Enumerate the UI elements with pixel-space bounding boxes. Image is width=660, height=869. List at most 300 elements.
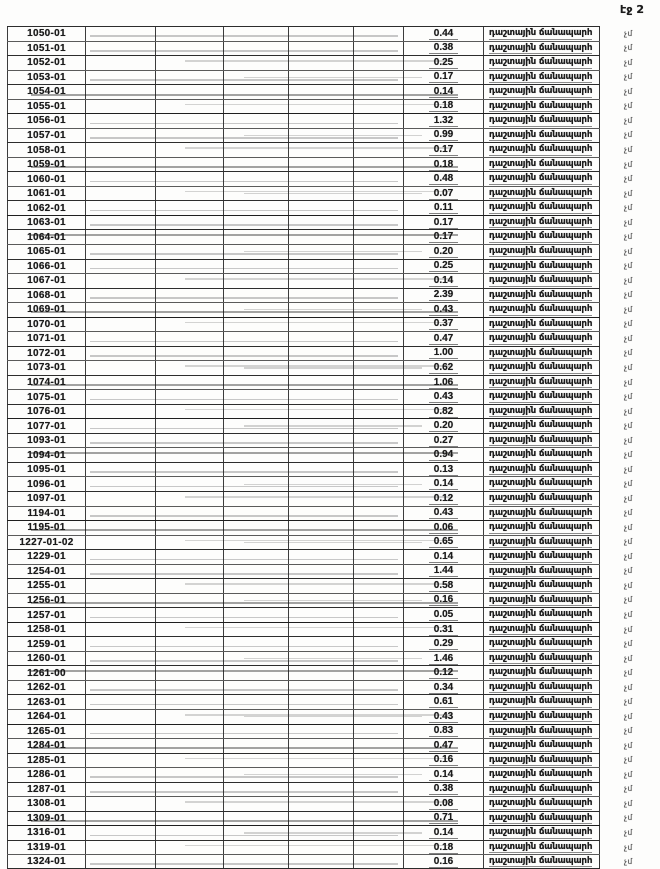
empty-cell: [223, 434, 288, 448]
table-row: [7, 607, 600, 622]
empty-cell: [85, 594, 155, 608]
empty-cell: [223, 477, 288, 491]
code-cell-text: 1096-01: [27, 478, 66, 490]
empty-cell: [288, 579, 353, 593]
land-type-cell: [483, 507, 600, 521]
empty-cell: [155, 448, 223, 462]
land-type-cell-text: դաշտային ճանապարհ: [489, 391, 593, 402]
table-row: [7, 491, 600, 506]
empty-cell: [85, 565, 155, 579]
code-cell: [7, 114, 85, 128]
edge-fragment: չմ: [624, 697, 633, 707]
empty-cell: [353, 71, 403, 85]
empty-cell: [85, 812, 155, 826]
empty-cell: [85, 114, 155, 128]
edge-fragment: չմ: [624, 203, 633, 213]
empty-cell: [85, 303, 155, 317]
land-type-cell: [483, 783, 600, 797]
empty-cell: [85, 550, 155, 564]
empty-cell: [155, 71, 223, 85]
code-cell-text: 1255-01: [27, 580, 66, 592]
land-type-cell-text: դաշտային ճանապարհ: [489, 275, 593, 286]
empty-cell: [155, 289, 223, 303]
empty-cell: [353, 739, 403, 753]
code-cell: [7, 405, 85, 419]
edge-fragment: չմ: [624, 726, 633, 736]
code-cell: [7, 608, 85, 622]
area-cell: [403, 754, 483, 768]
empty-cell: [353, 492, 403, 506]
table-row: [7, 622, 600, 637]
empty-cell: [85, 666, 155, 680]
empty-cell: [223, 565, 288, 579]
empty-cell: [288, 783, 353, 797]
area-cell-text: 0.34: [429, 682, 458, 694]
empty-cell: [288, 361, 353, 375]
empty-cell: [85, 768, 155, 782]
empty-cell: [85, 492, 155, 506]
area-cell-text: 1.32: [429, 115, 458, 127]
area-cell: [403, 347, 483, 361]
code-cell: [7, 332, 85, 346]
empty-cell: [223, 143, 288, 157]
empty-cell: [353, 623, 403, 637]
code-cell: [7, 855, 85, 868]
empty-cell: [85, 216, 155, 230]
code-cell-text: 1076-01: [27, 406, 66, 418]
area-cell: [403, 332, 483, 346]
edge-fragment: չմ: [624, 174, 633, 184]
empty-cell: [155, 347, 223, 361]
edge-fragment: չմ: [624, 522, 633, 532]
land-type-cell: [483, 565, 600, 579]
empty-cell: [85, 318, 155, 332]
land-type-cell-text: դաշտային ճանապարհ: [489, 347, 593, 358]
area-cell-text: 0.58: [429, 580, 458, 592]
empty-cell: [353, 230, 403, 244]
land-type-cell: [483, 201, 600, 215]
empty-cell: [353, 172, 403, 186]
empty-cell: [223, 623, 288, 637]
land-type-cell: [483, 245, 600, 259]
code-cell: [7, 623, 85, 637]
table-row: [7, 26, 600, 41]
land-type-cell: [483, 841, 600, 855]
empty-cell: [155, 56, 223, 70]
area-cell-text: 0.61: [429, 696, 458, 708]
area-cell-text: 0.14: [429, 478, 458, 490]
code-cell-text: 1097-01: [27, 493, 66, 505]
code-cell-text: 1263-01: [27, 696, 66, 708]
area-cell-text: 0.11: [429, 202, 458, 214]
edge-fragment: չմ: [624, 28, 633, 38]
empty-cell: [353, 812, 403, 826]
code-cell-text: 1068-01: [27, 289, 66, 301]
table-row: [7, 811, 600, 826]
empty-cell: [353, 405, 403, 419]
area-cell-text: 0.25: [429, 57, 458, 69]
code-cell: [7, 71, 85, 85]
area-cell: [403, 419, 483, 433]
empty-cell: [353, 725, 403, 739]
land-type-cell-text: դաշտային ճանապարհ: [489, 507, 593, 518]
empty-cell: [223, 187, 288, 201]
empty-cell: [223, 521, 288, 535]
code-cell-text: 1287-01: [27, 783, 66, 795]
area-cell-text: 0.43: [429, 507, 458, 519]
empty-cell: [155, 129, 223, 143]
land-type-cell: [483, 463, 600, 477]
code-cell-text: 1064-01: [27, 231, 66, 243]
empty-cell: [353, 274, 403, 288]
area-cell-text: 0.43: [429, 391, 458, 403]
area-cell-text: 0.12: [429, 493, 458, 505]
table-row: [7, 259, 600, 274]
empty-cell: [353, 129, 403, 143]
table-row: [7, 447, 600, 462]
empty-cell: [155, 652, 223, 666]
empty-cell: [353, 448, 403, 462]
table-row: [7, 520, 600, 535]
empty-cell: [155, 725, 223, 739]
area-cell: [403, 536, 483, 550]
area-cell: [403, 201, 483, 215]
table-row: [7, 288, 600, 303]
code-cell-text: 1229-01: [27, 551, 66, 563]
empty-cell: [223, 289, 288, 303]
land-type-cell-text: դաշտային ճանապարհ: [489, 100, 593, 111]
code-cell: [7, 448, 85, 462]
empty-cell: [155, 666, 223, 680]
land-type-cell-text: դաշտային ճանապարհ: [489, 652, 593, 663]
land-type-cell: [483, 187, 600, 201]
table-row: [7, 840, 600, 855]
table-row: [7, 549, 600, 564]
code-cell-text: 1262-01: [27, 682, 66, 694]
empty-cell: [288, 812, 353, 826]
code-cell-text: 1069-01: [27, 304, 66, 316]
empty-cell: [288, 85, 353, 99]
land-type-cell: [483, 129, 600, 143]
land-type-cell: [483, 448, 600, 462]
empty-cell: [288, 448, 353, 462]
land-type-cell-text: դաշտային ճանապարհ: [489, 783, 593, 794]
table-row: [7, 564, 600, 579]
area-cell: [403, 637, 483, 651]
empty-cell: [155, 172, 223, 186]
code-cell-text: 1073-01: [27, 362, 66, 374]
empty-cell: [85, 289, 155, 303]
code-cell-text: 1066-01: [27, 260, 66, 272]
empty-cell: [85, 347, 155, 361]
empty-cell: [288, 652, 353, 666]
edge-fragment: չմ: [624, 217, 633, 227]
code-cell: [7, 129, 85, 143]
empty-cell: [353, 347, 403, 361]
empty-cell: [85, 230, 155, 244]
empty-cell: [288, 826, 353, 840]
empty-cell: [223, 245, 288, 259]
empty-cell: [85, 463, 155, 477]
land-type-cell-text: դաշտային ճանապարհ: [489, 725, 593, 736]
empty-cell: [223, 114, 288, 128]
land-type-cell-text: դաշտային ճանապարհ: [489, 565, 593, 576]
area-cell: [403, 594, 483, 608]
code-cell-text: 1257-01: [27, 609, 66, 621]
empty-cell: [85, 332, 155, 346]
table-row: [7, 578, 600, 593]
code-cell-text: 1071-01: [27, 333, 66, 345]
code-cell: [7, 492, 85, 506]
area-cell-text: 0.18: [429, 842, 458, 854]
land-type-cell: [483, 289, 600, 303]
empty-cell: [223, 536, 288, 550]
area-cell: [403, 492, 483, 506]
empty-cell: [353, 477, 403, 491]
code-cell-text: 1316-01: [27, 827, 66, 839]
area-cell: [403, 230, 483, 244]
code-cell: [7, 507, 85, 521]
area-cell-text: 0.62: [429, 362, 458, 374]
area-cell: [403, 463, 483, 477]
empty-cell: [85, 245, 155, 259]
land-type-cell: [483, 608, 600, 622]
empty-cell: [155, 390, 223, 404]
area-cell: [403, 797, 483, 811]
empty-cell: [223, 361, 288, 375]
area-cell: [403, 565, 483, 579]
empty-cell: [155, 158, 223, 172]
edge-fragment: չմ: [624, 57, 633, 67]
land-type-cell-text: դաշտային ճանապարհ: [489, 536, 593, 547]
code-cell: [7, 812, 85, 826]
code-cell: [7, 318, 85, 332]
area-cell: [403, 666, 483, 680]
empty-cell: [155, 114, 223, 128]
code-cell-text: 1308-01: [27, 798, 66, 810]
empty-cell: [85, 637, 155, 651]
area-cell: [403, 841, 483, 855]
empty-cell: [85, 42, 155, 56]
empty-cell: [288, 681, 353, 695]
empty-cell: [288, 129, 353, 143]
empty-cell: [85, 201, 155, 215]
area-cell: [403, 608, 483, 622]
empty-cell: [85, 100, 155, 114]
area-cell-text: 0.25: [429, 260, 458, 272]
code-cell: [7, 768, 85, 782]
empty-cell: [85, 507, 155, 521]
code-cell-text: 1285-01: [27, 754, 66, 766]
area-cell-text: 0.99: [429, 129, 458, 141]
area-cell-text: 0.17: [429, 231, 458, 243]
table-row: [7, 200, 600, 215]
land-type-cell: [483, 216, 600, 230]
area-cell-text: 0.06: [429, 522, 458, 534]
empty-cell: [353, 42, 403, 56]
code-cell: [7, 172, 85, 186]
empty-cell: [155, 463, 223, 477]
area-cell: [403, 143, 483, 157]
land-type-cell: [483, 303, 600, 317]
empty-cell: [155, 521, 223, 535]
code-cell-text: 1055-01: [27, 100, 66, 112]
area-cell-text: 1.00: [429, 347, 458, 359]
land-type-cell-text: դաշտային ճանապարհ: [489, 827, 593, 838]
empty-cell: [288, 841, 353, 855]
land-type-cell-text: դաշտային ճանապարհ: [489, 362, 593, 373]
empty-cell: [155, 492, 223, 506]
edge-fragment: չմ: [624, 479, 633, 489]
area-cell: [403, 579, 483, 593]
empty-cell: [353, 666, 403, 680]
empty-cell: [223, 841, 288, 855]
empty-cell: [353, 260, 403, 274]
area-cell: [403, 855, 483, 868]
land-type-cell: [483, 812, 600, 826]
area-cell-text: 0.14: [429, 275, 458, 287]
area-cell-text: 0.38: [429, 783, 458, 795]
land-type-cell: [483, 579, 600, 593]
empty-cell: [223, 579, 288, 593]
page-number-label: էջ 2: [620, 3, 644, 16]
edge-fragment: չմ: [624, 421, 633, 431]
empty-cell: [288, 739, 353, 753]
code-cell-text: 1050-01: [27, 28, 66, 40]
code-cell: [7, 376, 85, 390]
area-cell-text: 0.18: [429, 100, 458, 112]
empty-cell: [223, 768, 288, 782]
edge-fragment: չմ: [624, 537, 633, 547]
area-cell: [403, 826, 483, 840]
land-type-cell-text: դաշտային ճանապարհ: [489, 304, 593, 315]
area-cell: [403, 783, 483, 797]
code-cell-text: 1194-01: [27, 507, 66, 519]
empty-cell: [288, 405, 353, 419]
empty-cell: [288, 390, 353, 404]
empty-cell: [223, 739, 288, 753]
edge-fragment: չմ: [624, 232, 633, 242]
code-cell-text: 1254-01: [27, 565, 66, 577]
area-cell: [403, 71, 483, 85]
land-type-cell-text: դաշտային ճանապարհ: [489, 434, 593, 445]
empty-cell: [85, 754, 155, 768]
code-cell: [7, 216, 85, 230]
empty-cell: [223, 201, 288, 215]
empty-cell: [155, 681, 223, 695]
land-type-cell-text: դաշտային ճանապարհ: [489, 289, 593, 300]
area-cell-text: 0.14: [429, 769, 458, 781]
empty-cell: [223, 405, 288, 419]
empty-cell: [288, 623, 353, 637]
area-cell-text: 0.12: [429, 667, 458, 679]
land-type-cell-text: դաշտային ճանապարհ: [489, 216, 593, 227]
area-cell-text: 0.13: [429, 464, 458, 476]
code-cell: [7, 710, 85, 724]
code-cell-text: 1264-01: [27, 711, 66, 723]
empty-cell: [288, 332, 353, 346]
empty-cell: [155, 579, 223, 593]
empty-cell: [353, 318, 403, 332]
empty-cell: [288, 637, 353, 651]
land-type-cell-text: դաշտային ճանապարհ: [489, 580, 593, 591]
land-type-cell: [483, 739, 600, 753]
land-type-cell: [483, 332, 600, 346]
empty-cell: [288, 216, 353, 230]
empty-cell: [223, 158, 288, 172]
land-type-cell: [483, 376, 600, 390]
land-type-cell-text: դաշտային ճանապարհ: [489, 478, 593, 489]
empty-cell: [155, 739, 223, 753]
code-cell-text: 1319-01: [27, 842, 66, 854]
land-type-cell-text: դաշտային ճանապարհ: [489, 609, 593, 620]
empty-cell: [155, 230, 223, 244]
empty-cell: [155, 260, 223, 274]
code-cell: [7, 536, 85, 550]
land-type-cell: [483, 318, 600, 332]
code-cell-text: 1093-01: [27, 435, 66, 447]
empty-cell: [353, 56, 403, 70]
empty-cell: [288, 42, 353, 56]
empty-cell: [223, 754, 288, 768]
land-type-cell-text: դաշտային ճանապարհ: [489, 71, 593, 82]
land-type-cell: [483, 695, 600, 709]
empty-cell: [223, 492, 288, 506]
empty-cell: [288, 376, 353, 390]
code-cell-text: 1060-01: [27, 173, 66, 185]
empty-cell: [223, 419, 288, 433]
code-cell-text: 1074-01: [27, 377, 66, 389]
edge-fragment: չմ: [624, 813, 633, 823]
empty-cell: [223, 550, 288, 564]
empty-cell: [288, 347, 353, 361]
table-row: [7, 273, 600, 288]
land-type-cell-text: դաշտային ճանապարհ: [489, 812, 593, 823]
empty-cell: [155, 594, 223, 608]
table-row: [7, 854, 600, 869]
area-cell-text: 0.07: [429, 188, 458, 200]
area-cell: [403, 289, 483, 303]
empty-cell: [353, 143, 403, 157]
code-cell: [7, 245, 85, 259]
table-row: [7, 651, 600, 666]
land-type-cell-text: դաշտային ճանապարհ: [489, 522, 593, 533]
empty-cell: [223, 681, 288, 695]
empty-cell: [353, 710, 403, 724]
area-cell: [403, 477, 483, 491]
area-cell-text: 2.39: [429, 289, 458, 301]
empty-cell: [155, 303, 223, 317]
empty-cell: [155, 841, 223, 855]
empty-cell: [288, 695, 353, 709]
code-cell-text: 1077-01: [27, 420, 66, 432]
empty-cell: [223, 56, 288, 70]
area-cell: [403, 710, 483, 724]
land-type-cell-text: դաշտային ճանապարհ: [489, 623, 593, 634]
land-type-cell-text: դաշտային ճանապարհ: [489, 594, 593, 605]
table-row: [7, 636, 600, 651]
land-type-cell-text: դաշտային ճանապարհ: [489, 769, 593, 780]
code-cell-text: 1061-01: [27, 188, 66, 200]
area-cell: [403, 42, 483, 56]
empty-cell: [155, 332, 223, 346]
land-type-cell: [483, 347, 600, 361]
area-cell-text: 0.05: [429, 609, 458, 621]
empty-cell: [223, 448, 288, 462]
edge-fragment: չմ: [624, 668, 633, 678]
table-row: [7, 593, 600, 608]
empty-cell: [223, 376, 288, 390]
